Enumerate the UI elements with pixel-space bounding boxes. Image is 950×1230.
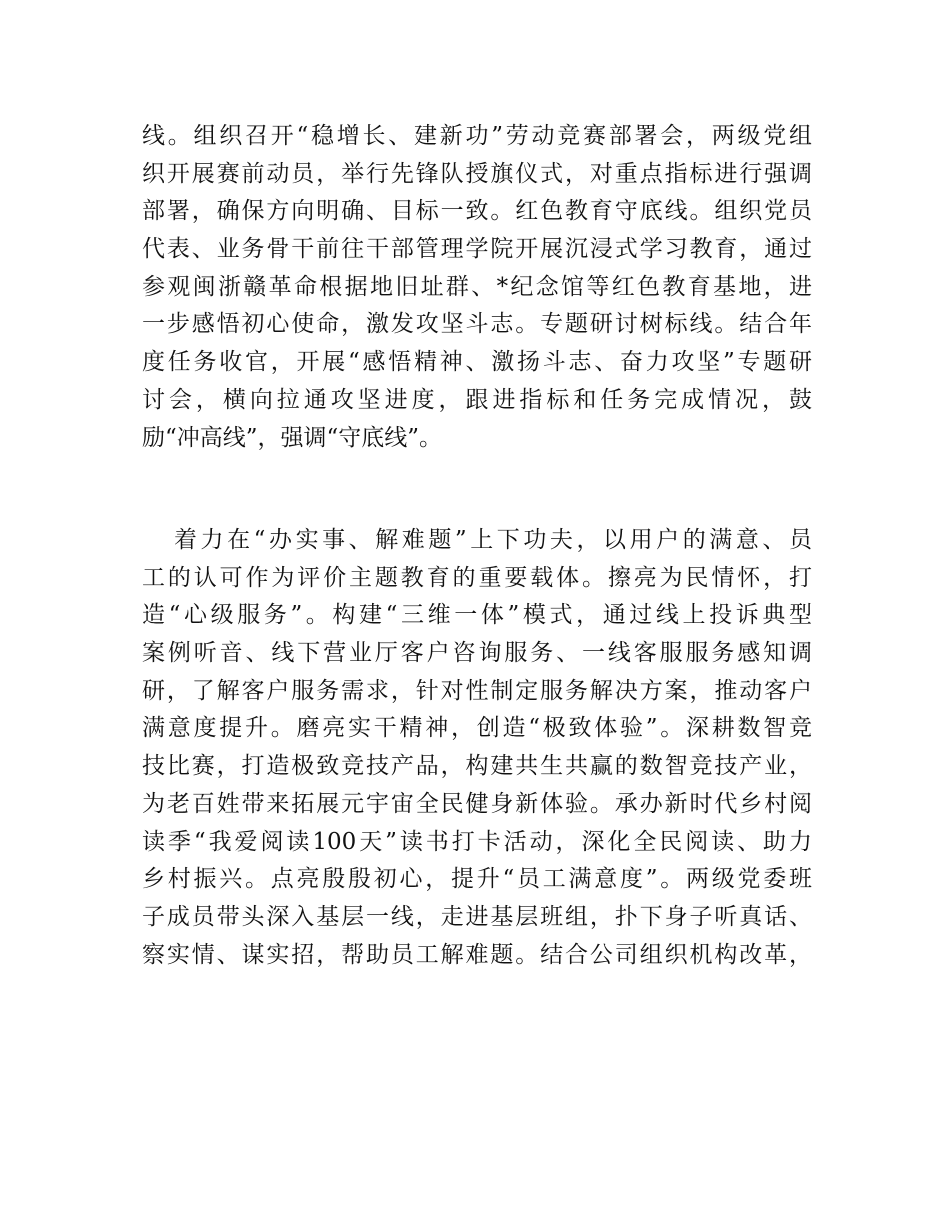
paragraph-line: 一步感悟初心使命，激发攻坚斗志。专题研讨树标线。结合年	[142, 311, 812, 338]
paragraph-line: 着力在“办实事、解难题”上下功夫，以用户的满意、员	[174, 527, 812, 553]
paragraph-line: 部署，确保方向明确、目标一致。红色教育守底线。组织党员	[142, 198, 812, 225]
paragraph-line: 读季“我爱阅读100天”读书打卡活动，深化全民阅读、助力	[142, 828, 812, 855]
paragraph-line: 度任务收官，开展“感悟精神、激扬斗志、奋力攻坚”专题研	[142, 349, 812, 376]
paragraph-line: 工的认可作为评价主题教育的重要载体。擦亮为民情怀，打	[142, 564, 812, 591]
paragraph-line: 造“心级服务”。构建“三维一体”模式，通过线上投诉典型	[142, 602, 812, 629]
paragraph-line: 代表、业务骨干前往干部管理学院开展沉浸式学习教育，通过	[142, 236, 812, 263]
paragraph-2	[142, 522, 812, 974]
paragraph-line: 励“冲高线”，强调“守底线”。	[142, 424, 443, 451]
paragraph-line: 讨会，横向拉通攻坚进度，跟进指标和任务完成情况，鼓	[142, 386, 812, 413]
paragraph-line: 满意度提升。磨亮实干精神，创造“极致体验”。深耕数智竞	[142, 715, 812, 742]
paragraph-line: 察实情、谋实招，帮助员工解难题。结合公司组织机构改革，	[142, 941, 812, 968]
paragraph-line: 案例听音、线下营业厅客户咨询服务、一线客服服务感知调	[142, 640, 812, 667]
paragraph-line: 参观闽浙赣革命根据地旧址群、*纪念馆等红色教育基地，进	[142, 273, 812, 300]
paragraph-line: 乡村振兴。点亮殷殷初心，提升“员工满意度”。两级党委班	[142, 866, 812, 893]
paragraph-line: 研，了解客户服务需求，针对性制定服务解决方案，推动客户	[142, 677, 812, 704]
paragraph-line: 织开展赛前动员，举行先锋队授旗仪式，对重点指标进行强调	[142, 160, 812, 187]
paragraph-line: 线。组织召开“稳增长、建新功”劳动竞赛部署会，两级党组	[142, 123, 812, 149]
paragraph-line: 为老百姓带来拓展元宇宙全民健身新体验。承办新时代乡村阅	[142, 790, 812, 817]
paragraph-1	[142, 118, 812, 457]
paragraph-line: 技比赛，打造极致竞技产品，构建共生共赢的数智竞技产业，	[142, 753, 812, 780]
paragraph-line: 子成员带头深入基层一线，走进基层班组，扑下身子听真话、	[142, 903, 812, 930]
